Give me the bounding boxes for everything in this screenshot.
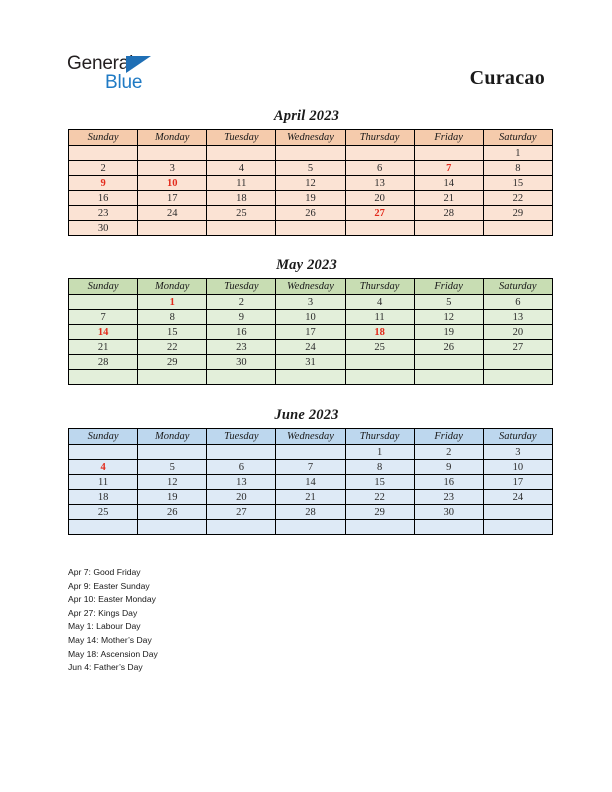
holiday-legend-item: May 1: Labour Day xyxy=(68,621,141,632)
calendar-day-cell[interactable]: 2 xyxy=(414,445,483,460)
calendar-week-row xyxy=(69,445,553,460)
calendar-day-cell[interactable]: 18 xyxy=(69,490,138,505)
weekday-header: Wednesday xyxy=(276,429,345,445)
calendar-day-cell[interactable]: 11 xyxy=(69,475,138,490)
calendar-day-cell[interactable]: 7 xyxy=(276,460,345,475)
weekday-header: Thursday xyxy=(345,130,414,146)
holiday-legend xyxy=(68,566,368,675)
calendar-week-row xyxy=(69,505,553,520)
calendar-week-row xyxy=(69,176,553,191)
calendar-day-empty xyxy=(345,520,414,535)
calendar-day-cell[interactable]: 8 xyxy=(483,161,552,176)
calendar-day-cell[interactable]: 21 xyxy=(276,490,345,505)
calendar-day-empty xyxy=(483,355,552,370)
calendar-day-empty xyxy=(414,520,483,535)
calendar-day-cell[interactable]: 19 xyxy=(276,191,345,206)
calendar-header-row xyxy=(69,429,553,445)
calendar-day-holiday[interactable]: 1 xyxy=(138,295,207,310)
weekday-header: Monday xyxy=(138,429,207,445)
holiday-legend-item: Apr 9: Easter Sunday xyxy=(68,580,150,591)
calendar-day-cell[interactable]: 13 xyxy=(483,310,552,325)
calendar-day-cell[interactable]: 20 xyxy=(345,191,414,206)
calendar-day-cell[interactable]: 23 xyxy=(69,206,138,221)
calendar-week-row xyxy=(69,460,553,475)
weekday-header: Thursday xyxy=(345,429,414,445)
weekday-header: Sunday xyxy=(69,279,138,295)
calendar-day-cell[interactable]: 20 xyxy=(207,490,276,505)
calendar-day-cell[interactable]: 8 xyxy=(345,460,414,475)
calendar-day-cell[interactable]: 16 xyxy=(69,191,138,206)
calendar-day-cell[interactable]: 12 xyxy=(414,310,483,325)
calendar-week-row xyxy=(69,191,553,206)
calendar-day-cell[interactable]: 21 xyxy=(69,340,138,355)
calendar-day-empty xyxy=(345,221,414,236)
calendar-body xyxy=(69,146,553,236)
calendar-day-cell[interactable]: 11 xyxy=(345,310,414,325)
calendar-day-cell[interactable]: 29 xyxy=(345,505,414,520)
calendar-day-cell[interactable]: 22 xyxy=(345,490,414,505)
calendar-day-cell[interactable]: 6 xyxy=(207,460,276,475)
calendar-day-cell[interactable]: 11 xyxy=(207,176,276,191)
calendar-day-cell[interactable]: 4 xyxy=(345,295,414,310)
calendar-day-empty xyxy=(276,370,345,385)
calendar-week-row xyxy=(69,520,553,535)
weekday-header: Friday xyxy=(414,130,483,146)
weekday-header: Tuesday xyxy=(207,130,276,146)
calendar-day-cell[interactable]: 25 xyxy=(345,340,414,355)
calendar-day-cell[interactable]: 4 xyxy=(207,161,276,176)
calendar-day-cell[interactable]: 28 xyxy=(414,206,483,221)
weekday-header: Saturday xyxy=(483,429,552,445)
general-blue-logo xyxy=(67,54,177,102)
calendar-day-empty xyxy=(138,221,207,236)
calendar-day-empty xyxy=(69,146,138,161)
calendar-day-empty xyxy=(276,520,345,535)
calendar-week-row xyxy=(69,370,553,385)
calendar-day-empty xyxy=(138,370,207,385)
weekday-header: Thursday xyxy=(345,279,414,295)
calendar-week-row xyxy=(69,146,553,161)
calendar-table xyxy=(68,428,553,535)
calendar-header-row xyxy=(69,130,553,146)
weekday-header: Monday xyxy=(138,130,207,146)
calendar-day-cell[interactable]: 10 xyxy=(483,460,552,475)
calendar-day-cell[interactable]: 26 xyxy=(276,206,345,221)
calendar-day-cell[interactable]: 12 xyxy=(276,176,345,191)
calendar-week-row xyxy=(69,325,553,340)
calendar-day-cell[interactable]: 30 xyxy=(414,505,483,520)
calendar-day-cell[interactable]: 27 xyxy=(483,340,552,355)
calendar-day-cell[interactable]: 16 xyxy=(414,475,483,490)
calendar-day-cell[interactable]: 14 xyxy=(414,176,483,191)
month-block-may xyxy=(68,257,545,385)
calendar-day-cell[interactable]: 19 xyxy=(414,325,483,340)
weekday-header: Sunday xyxy=(69,130,138,146)
weekday-header: Tuesday xyxy=(207,429,276,445)
page-header xyxy=(0,50,612,105)
calendar-day-cell[interactable]: 30 xyxy=(207,355,276,370)
calendar-day-empty xyxy=(69,520,138,535)
calendar-day-cell[interactable]: 22 xyxy=(483,191,552,206)
calendar-day-cell[interactable]: 20 xyxy=(483,325,552,340)
calendar-day-cell[interactable]: 5 xyxy=(276,161,345,176)
calendar-day-cell[interactable]: 1 xyxy=(483,146,552,161)
calendar-week-row xyxy=(69,475,553,490)
calendar-day-empty xyxy=(138,445,207,460)
weekday-header: Wednesday xyxy=(276,279,345,295)
weekday-header-row xyxy=(69,279,553,295)
weekday-header: Saturday xyxy=(483,130,552,146)
holiday-legend-item: Jun 4: Father’s Day xyxy=(68,662,143,673)
calendar-table xyxy=(68,129,553,236)
logo-text-blue: Blue xyxy=(105,72,143,93)
weekday-header: Monday xyxy=(138,279,207,295)
calendar-day-empty xyxy=(414,355,483,370)
calendar-day-cell[interactable]: 23 xyxy=(207,340,276,355)
calendar-day-empty xyxy=(69,370,138,385)
calendar-day-empty xyxy=(414,146,483,161)
calendar-day-cell[interactable]: 13 xyxy=(207,475,276,490)
calendar-day-cell[interactable]: 3 xyxy=(276,295,345,310)
calendar-day-empty xyxy=(69,295,138,310)
calendar-week-row xyxy=(69,206,553,221)
weekday-header: Saturday xyxy=(483,279,552,295)
calendar-day-cell[interactable]: 5 xyxy=(138,460,207,475)
calendar-day-cell[interactable]: 23 xyxy=(414,490,483,505)
calendar-day-holiday[interactable]: 9 xyxy=(69,176,138,191)
holiday-list xyxy=(68,566,368,675)
calendar-day-cell[interactable]: 5 xyxy=(414,295,483,310)
calendar-day-cell[interactable]: 17 xyxy=(483,475,552,490)
calendar-week-row xyxy=(69,340,553,355)
calendar-day-cell[interactable]: 27 xyxy=(207,505,276,520)
calendar-body xyxy=(69,295,553,385)
holiday-legend-item: Apr 10: Easter Monday xyxy=(68,594,156,605)
month-title: April 2023 xyxy=(273,108,340,124)
logo-text-general: General xyxy=(67,53,134,74)
calendar-day-empty xyxy=(207,221,276,236)
calendar-day-cell[interactable]: 1 xyxy=(345,445,414,460)
calendar-day-cell[interactable]: 6 xyxy=(483,295,552,310)
calendar-day-cell[interactable]: 8 xyxy=(138,310,207,325)
calendar-day-cell[interactable]: 12 xyxy=(138,475,207,490)
calendar-day-empty xyxy=(276,221,345,236)
month-title: June 2023 xyxy=(274,407,339,423)
calendar-day-empty xyxy=(483,221,552,236)
weekday-header-row xyxy=(69,130,553,146)
calendar-day-cell[interactable]: 6 xyxy=(345,161,414,176)
holiday-legend-item: May 18: Ascension Day xyxy=(68,648,158,659)
calendar-day-cell[interactable]: 22 xyxy=(138,340,207,355)
weekday-header: Tuesday xyxy=(207,279,276,295)
calendar-day-cell[interactable]: 26 xyxy=(138,505,207,520)
page-title: Curacao xyxy=(469,67,545,89)
calendar-day-empty xyxy=(414,221,483,236)
calendar-day-cell[interactable]: 15 xyxy=(345,475,414,490)
calendar-day-cell[interactable]: 29 xyxy=(483,206,552,221)
calendar-day-empty xyxy=(69,445,138,460)
calendar-day-empty xyxy=(207,146,276,161)
logo-triangle-icon xyxy=(126,56,151,73)
calendar-day-holiday[interactable]: 14 xyxy=(69,325,138,340)
calendar-day-empty xyxy=(207,445,276,460)
calendar-week-row xyxy=(69,355,553,370)
weekday-header: Sunday xyxy=(69,429,138,445)
holiday-legend-item: Apr 7: Good Friday xyxy=(68,567,141,577)
calendar-day-holiday[interactable]: 7 xyxy=(414,161,483,176)
calendar-day-empty xyxy=(345,146,414,161)
month-block-april xyxy=(68,108,545,236)
calendar-week-row xyxy=(69,490,553,505)
calendar-day-cell[interactable]: 2 xyxy=(69,161,138,176)
calendar-day-empty xyxy=(276,146,345,161)
calendar-day-holiday[interactable]: 27 xyxy=(345,206,414,221)
calendar-day-cell[interactable]: 15 xyxy=(483,176,552,191)
calendar-day-empty xyxy=(414,370,483,385)
calendar-day-cell[interactable]: 21 xyxy=(414,191,483,206)
calendar-table xyxy=(68,278,553,385)
calendar-day-cell[interactable]: 16 xyxy=(207,325,276,340)
calendar-day-holiday[interactable]: 18 xyxy=(345,325,414,340)
weekday-header: Friday xyxy=(414,279,483,295)
calendar-body xyxy=(69,445,553,535)
calendar-week-row xyxy=(69,221,553,236)
calendar-week-row xyxy=(69,310,553,325)
calendar-day-cell[interactable]: 2 xyxy=(207,295,276,310)
calendar-day-empty xyxy=(483,505,552,520)
calendar-day-cell[interactable]: 26 xyxy=(414,340,483,355)
calendar-header-row xyxy=(69,279,553,295)
calendar-day-cell[interactable]: 31 xyxy=(276,355,345,370)
calendar-day-cell[interactable]: 14 xyxy=(276,475,345,490)
calendar-day-empty xyxy=(483,370,552,385)
calendar-day-cell[interactable]: 28 xyxy=(69,355,138,370)
calendar-week-row xyxy=(69,295,553,310)
holiday-legend-item: Apr 27: Kings Day xyxy=(68,607,138,618)
calendar-day-empty xyxy=(207,370,276,385)
calendar-day-cell[interactable]: 25 xyxy=(207,206,276,221)
calendar-day-holiday[interactable]: 10 xyxy=(138,176,207,191)
calendar-day-empty xyxy=(483,520,552,535)
calendar-day-cell[interactable]: 13 xyxy=(345,176,414,191)
calendar-day-cell[interactable]: 30 xyxy=(69,221,138,236)
calendar-day-empty xyxy=(138,520,207,535)
calendar-day-cell[interactable]: 7 xyxy=(69,310,138,325)
calendar-day-cell[interactable]: 18 xyxy=(207,191,276,206)
calendar-day-cell[interactable]: 17 xyxy=(138,191,207,206)
calendar-day-holiday[interactable]: 4 xyxy=(69,460,138,475)
calendar-day-cell[interactable]: 17 xyxy=(276,325,345,340)
calendar-day-cell[interactable]: 9 xyxy=(414,460,483,475)
calendar-day-cell[interactable]: 9 xyxy=(207,310,276,325)
month-block-june xyxy=(68,407,545,535)
weekday-header: Wednesday xyxy=(276,130,345,146)
calendar-day-empty xyxy=(138,146,207,161)
calendar-day-empty xyxy=(276,445,345,460)
calendar-day-cell[interactable]: 10 xyxy=(276,310,345,325)
weekday-header-row xyxy=(69,429,553,445)
calendar-day-cell[interactable]: 25 xyxy=(69,505,138,520)
calendar-day-cell[interactable]: 15 xyxy=(138,325,207,340)
calendar-day-empty xyxy=(207,520,276,535)
calendar-day-cell[interactable]: 28 xyxy=(276,505,345,520)
calendar-day-cell[interactable]: 3 xyxy=(138,161,207,176)
calendar-day-cell[interactable]: 24 xyxy=(483,490,552,505)
calendar-day-empty xyxy=(345,355,414,370)
calendar-day-cell[interactable]: 19 xyxy=(138,490,207,505)
month-title: May 2023 xyxy=(276,257,337,273)
calendar-day-empty xyxy=(345,370,414,385)
calendar-day-cell[interactable]: 24 xyxy=(276,340,345,355)
holiday-legend-item: May 14: Mother’s Day xyxy=(68,634,152,645)
calendar-week-row xyxy=(69,161,553,176)
calendar-day-cell[interactable]: 3 xyxy=(483,445,552,460)
weekday-header: Friday xyxy=(414,429,483,445)
calendar-day-cell[interactable]: 24 xyxy=(138,206,207,221)
calendar-day-cell[interactable]: 29 xyxy=(138,355,207,370)
